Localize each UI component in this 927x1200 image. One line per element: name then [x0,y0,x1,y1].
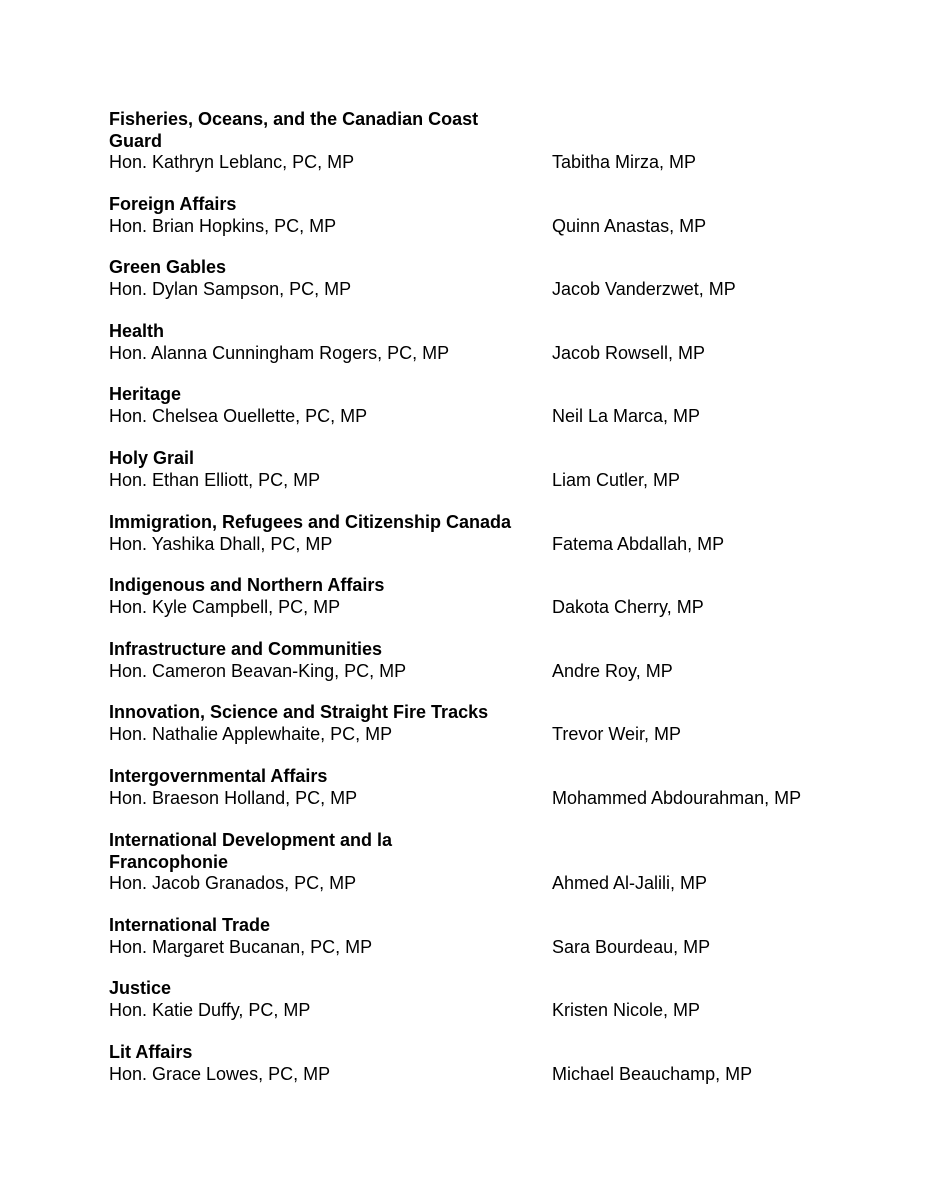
minister-name: Hon. Dylan Sampson, PC, MP [109,278,352,299]
portfolio-entry [109,257,829,300]
portfolio-entry [109,766,829,809]
portfolio-title: Foreign Affairs [109,194,237,214]
secretary-name: Jacob Rowsell, MP [552,342,706,363]
portfolio-title: Heritage [109,384,182,404]
secretary-name: Jacob Vanderzwet, MP [552,278,736,299]
minister-name: Hon. Braeson Holland, PC, MP [109,787,358,808]
minister-name: Hon. Kyle Campbell, PC, MP [109,596,341,617]
minister-name: Hon. Cameron Beavan-King, PC, MP [109,660,407,681]
portfolio-title: Lit Affairs [109,1042,193,1062]
secretary-name: Dakota Cherry, MP [552,596,704,617]
portfolio-entry [109,194,829,237]
minister-name: Hon. Nathalie Applewhaite, PC, MP [109,723,393,744]
portfolio-title: International Trade [109,915,271,935]
secretary-name: Liam Cutler, MP [552,469,681,490]
portfolio-title: Fisheries, Oceans, and the Canadian Coast Guard [109,109,479,151]
portfolio-title: Green Gables [109,257,227,277]
portfolio-entry [109,915,829,958]
minister-name: Hon. Chelsea Ouellette, PC, MP [109,405,368,426]
portfolio-entry [109,109,829,174]
portfolio-entry [109,321,829,364]
portfolio-entry [109,702,829,745]
secretary-name: Sara Bourdeau, MP [552,936,711,957]
portfolio-entry [109,978,829,1021]
portfolio-title: Innovation, Science and Straight Fire Tracks [109,702,489,722]
portfolio-title: Holy Grail [109,448,195,468]
secretary-name: Ahmed Al-Jalili, MP [552,873,708,893]
secretary-name: Mohammed Abdourahman, MP [552,787,802,808]
secretary-name: Michael Beauchamp, MP [552,1063,753,1084]
minister-name: Hon. Jacob Granados, PC, MP [109,873,357,893]
portfolio-entry [109,384,829,427]
portfolio-title: Infrastructure and Communities [109,639,383,659]
minister-name: Hon. Kathryn Leblanc, PC, MP [109,152,355,172]
secretary-name: Andre Roy, MP [552,660,673,681]
minister-name: Hon. Ethan Elliott, PC, MP [109,469,321,490]
portfolio-entry [109,512,829,555]
secretary-name: Fatema Abdallah, MP [552,533,725,554]
portfolio-entry [109,1042,829,1085]
portfolio-title: Health [109,321,165,341]
minister-name: Hon. Yashika Dhall, PC, MP [109,533,333,554]
secretary-name: Kristen Nicole, MP [552,999,701,1020]
minister-name: Hon. Margaret Bucanan, PC, MP [109,936,373,957]
secretary-name: Neil La Marca, MP [552,405,701,426]
minister-name: Hon. Alanna Cunningham Rogers, PC, MP [109,342,450,363]
portfolio-entry [109,575,829,618]
minister-name: Hon. Brian Hopkins, PC, MP [109,215,337,236]
secretary-name: Tabitha Mirza, MP [552,152,697,172]
portfolio-title: Intergovernmental Affairs [109,766,328,786]
portfolio-title: International Development and la Francophonie [109,830,393,872]
secretary-name: Trevor Weir, MP [552,723,682,744]
portfolio-entry [109,448,829,491]
minister-name: Hon. Grace Lowes, PC, MP [109,1063,331,1084]
minister-name: Hon. Katie Duffy, PC, MP [109,999,311,1020]
portfolio-entry [109,639,829,682]
secretary-name: Quinn Anastas, MP [552,215,707,236]
portfolio-title: Indigenous and Northern Affairs [109,575,385,595]
portfolio-entry [109,830,829,895]
portfolio-title: Justice [109,978,172,998]
portfolio-title: Immigration, Refugees and Citizenship Canada [109,512,512,532]
